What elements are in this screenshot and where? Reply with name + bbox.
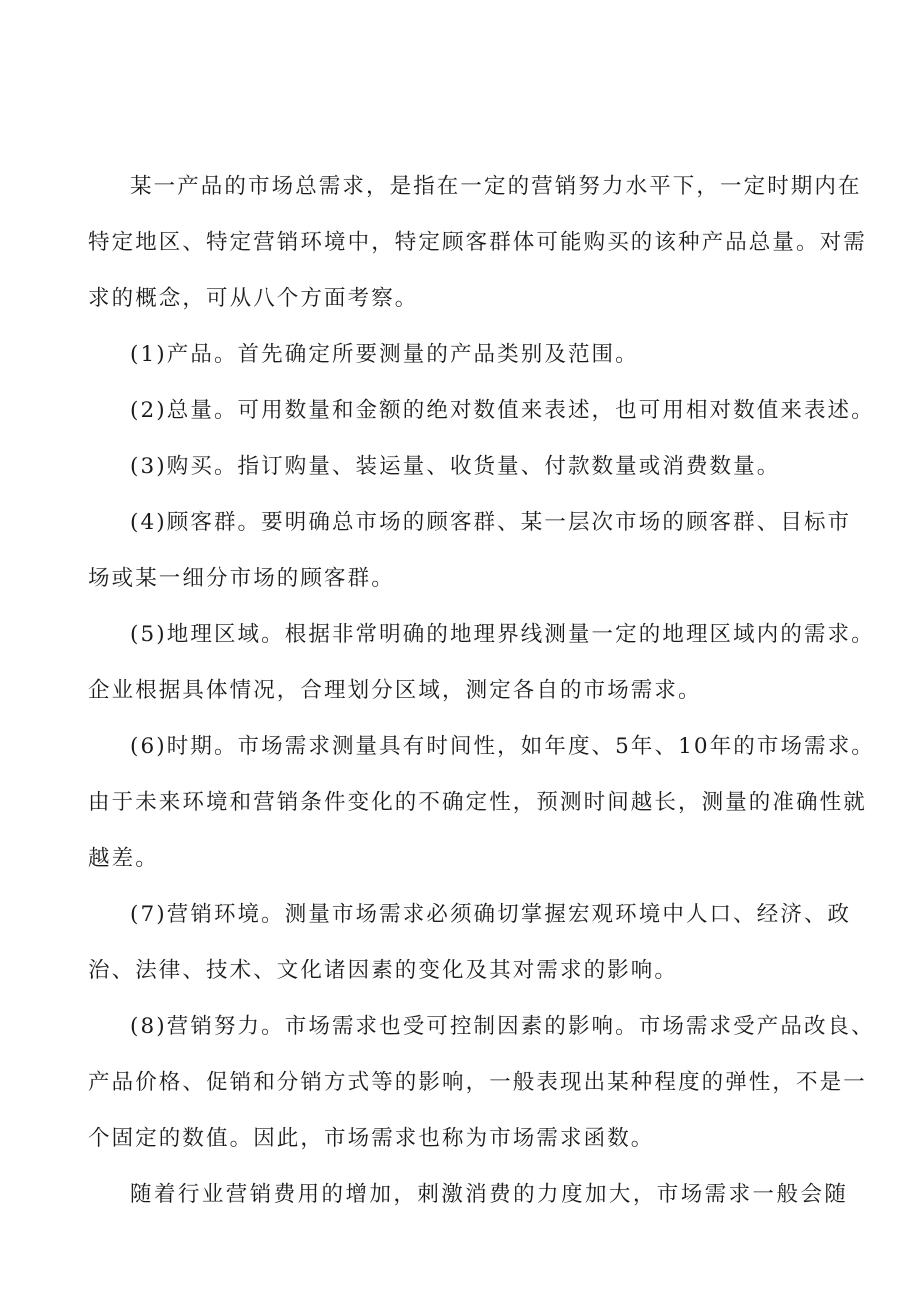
paragraph-item-6-line-2: 由于未来环境和营销条件变化的不确定性，预测时间越长，测量的准确性就 [88, 790, 867, 815]
paragraph-item-2-line-1: (2)总量。可用数量和金额的绝对数值来表述，也可用相对数值来表述。 [130, 398, 875, 423]
paragraph-item-3-line-1: (3)购买。指订购量、装运量、收货量、付款数量或消费数量。 [130, 454, 781, 479]
paragraph-item-1-line-1: (1)产品。首先确定所要测量的产品类别及范围。 [130, 342, 639, 367]
paragraph-item-4-line-1: (4)顾客群。要明确总市场的顾客群、某一层次市场的顾客群、目标市 [130, 510, 852, 535]
paragraph-intro-line-3: 求的概念，可从八个方面考察。 [88, 286, 419, 311]
paragraph-intro-line-2: 特定地区、特定营销环境中，特定顾客群体可能购买的该种产品总量。对需 [88, 230, 867, 255]
paragraph-item-6-line-1: (6)时期。市场需求测量具有时间性，如年度、5年、10年的市场需求。 [130, 734, 875, 759]
paragraph-intro-line-1: 某一产品的市场总需求，是指在一定的营销努力水平下，一定时期内在 [130, 174, 862, 199]
paragraph-closing-line-1: 随着行业营销费用的增加，刺激消费的力度加大，市场需求一般会随 [130, 1182, 848, 1207]
paragraph-item-5-line-2: 企业根据具体情况，合理划分区域，测定各自的市场需求。 [88, 678, 702, 703]
paragraph-item-7-line-1: (7)营销环境。测量市场需求必须确切掌握宏观环境中人口、经济、政 [130, 902, 852, 927]
paragraph-item-5-line-1: (5)地理区域。根据非常明确的地理界线测量一定的地理区域内的需求。 [130, 622, 875, 647]
paragraph-item-8-line-3: 个固定的数值。因此，市场需求也称为市场需求函数。 [88, 1126, 655, 1151]
paragraph-item-8-line-2: 产品价格、促销和分销方式等的影响，一般表现出某种程度的弹性，不是一 [88, 1070, 867, 1095]
paragraph-item-4-line-2: 场或某一细分市场的顾客群。 [88, 566, 395, 591]
paragraph-item-6-line-3: 越差。 [88, 846, 159, 871]
paragraph-item-7-line-2: 治、法律、技术、文化诸因素的变化及其对需求的影响。 [88, 958, 679, 983]
paragraph-item-8-line-1: (8)营销努力。市场需求也受可控制因素的影响。市场需求受产品改良、 [130, 1014, 875, 1039]
